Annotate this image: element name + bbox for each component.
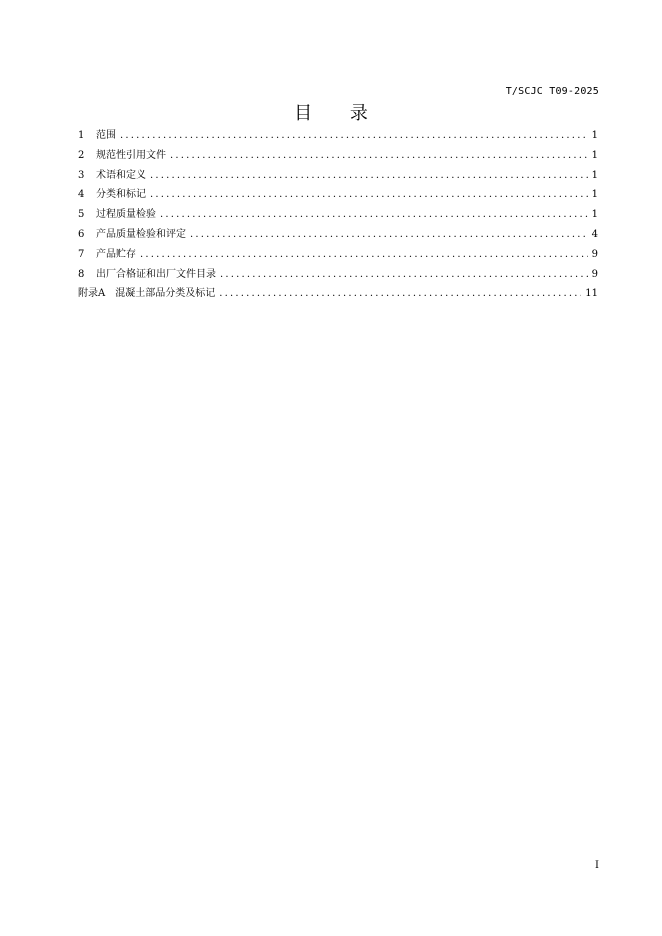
toc-entry-classification-marking[interactable] [78,185,598,205]
toc-dot-leader [190,225,588,245]
page-number: I [595,860,599,871]
toc-entry-label: 过程质量检验 [96,209,156,221]
toc-entry-label: 规范性引用文件 [96,149,166,161]
toc-dot-leader [170,146,588,166]
toc-title: 目 录 [294,103,384,124]
toc-entry-page: 1 [591,130,598,141]
toc-entry-page: 1 [591,149,598,161]
toc-entry-label: 出厂合格证和出厂文件目录 [96,268,216,280]
toc-entry-page: 1 [591,189,598,201]
toc-dot-leader [220,265,588,285]
toc-entry-normative-references[interactable] [78,146,598,166]
toc-entry-product-storage[interactable] [78,245,598,265]
toc-entry-label: 范围 [96,130,116,141]
toc-entry-label: 产品贮存 [96,248,136,260]
toc-entry-number: 6 [78,228,85,240]
toc-entry-number: 3 [78,169,85,181]
toc-entry-page: 11 [585,288,598,300]
toc-list [78,126,598,304]
toc-entry-page: 1 [591,169,598,181]
toc-entry-page: 1 [591,209,598,221]
toc-dot-leader [160,205,588,225]
toc-entry-label: 分类和标记 [96,189,146,201]
toc-entry-page: 9 [591,248,598,260]
toc-entry-terms-definitions[interactable] [78,166,598,186]
toc-entry-certificate-documents[interactable] [78,265,598,285]
toc-entry-label: 术语和定义 [96,169,146,181]
toc-entry-appendix-a[interactable] [78,284,598,304]
standard-code: T/SCJC T09-2025 [505,86,599,97]
toc-dot-leader [140,245,588,265]
toc-dot-leader [120,126,588,146]
toc-entry-number: 2 [78,149,85,161]
toc-entry-scope[interactable] [78,126,598,146]
toc-entry-number: 附录A [78,288,106,300]
toc-entry-number: 8 [78,268,85,280]
toc-entry-page: 4 [591,228,598,240]
toc-dot-leader [219,284,581,304]
toc-entry-number: 1 [78,130,85,141]
toc-entry-number: 5 [78,209,85,221]
toc-entry-page: 9 [591,268,598,280]
toc-entry-product-inspection[interactable] [78,225,598,245]
toc-entry-number: 4 [78,189,85,201]
toc-entry-number: 7 [78,248,85,260]
toc-entry-label: 混凝土部品分类及标记 [115,288,216,300]
toc-dot-leader [150,185,588,205]
toc-dot-leader [150,166,588,186]
toc-entry-process-inspection[interactable] [78,205,598,225]
toc-entry-label: 产品质量检验和评定 [96,228,186,240]
